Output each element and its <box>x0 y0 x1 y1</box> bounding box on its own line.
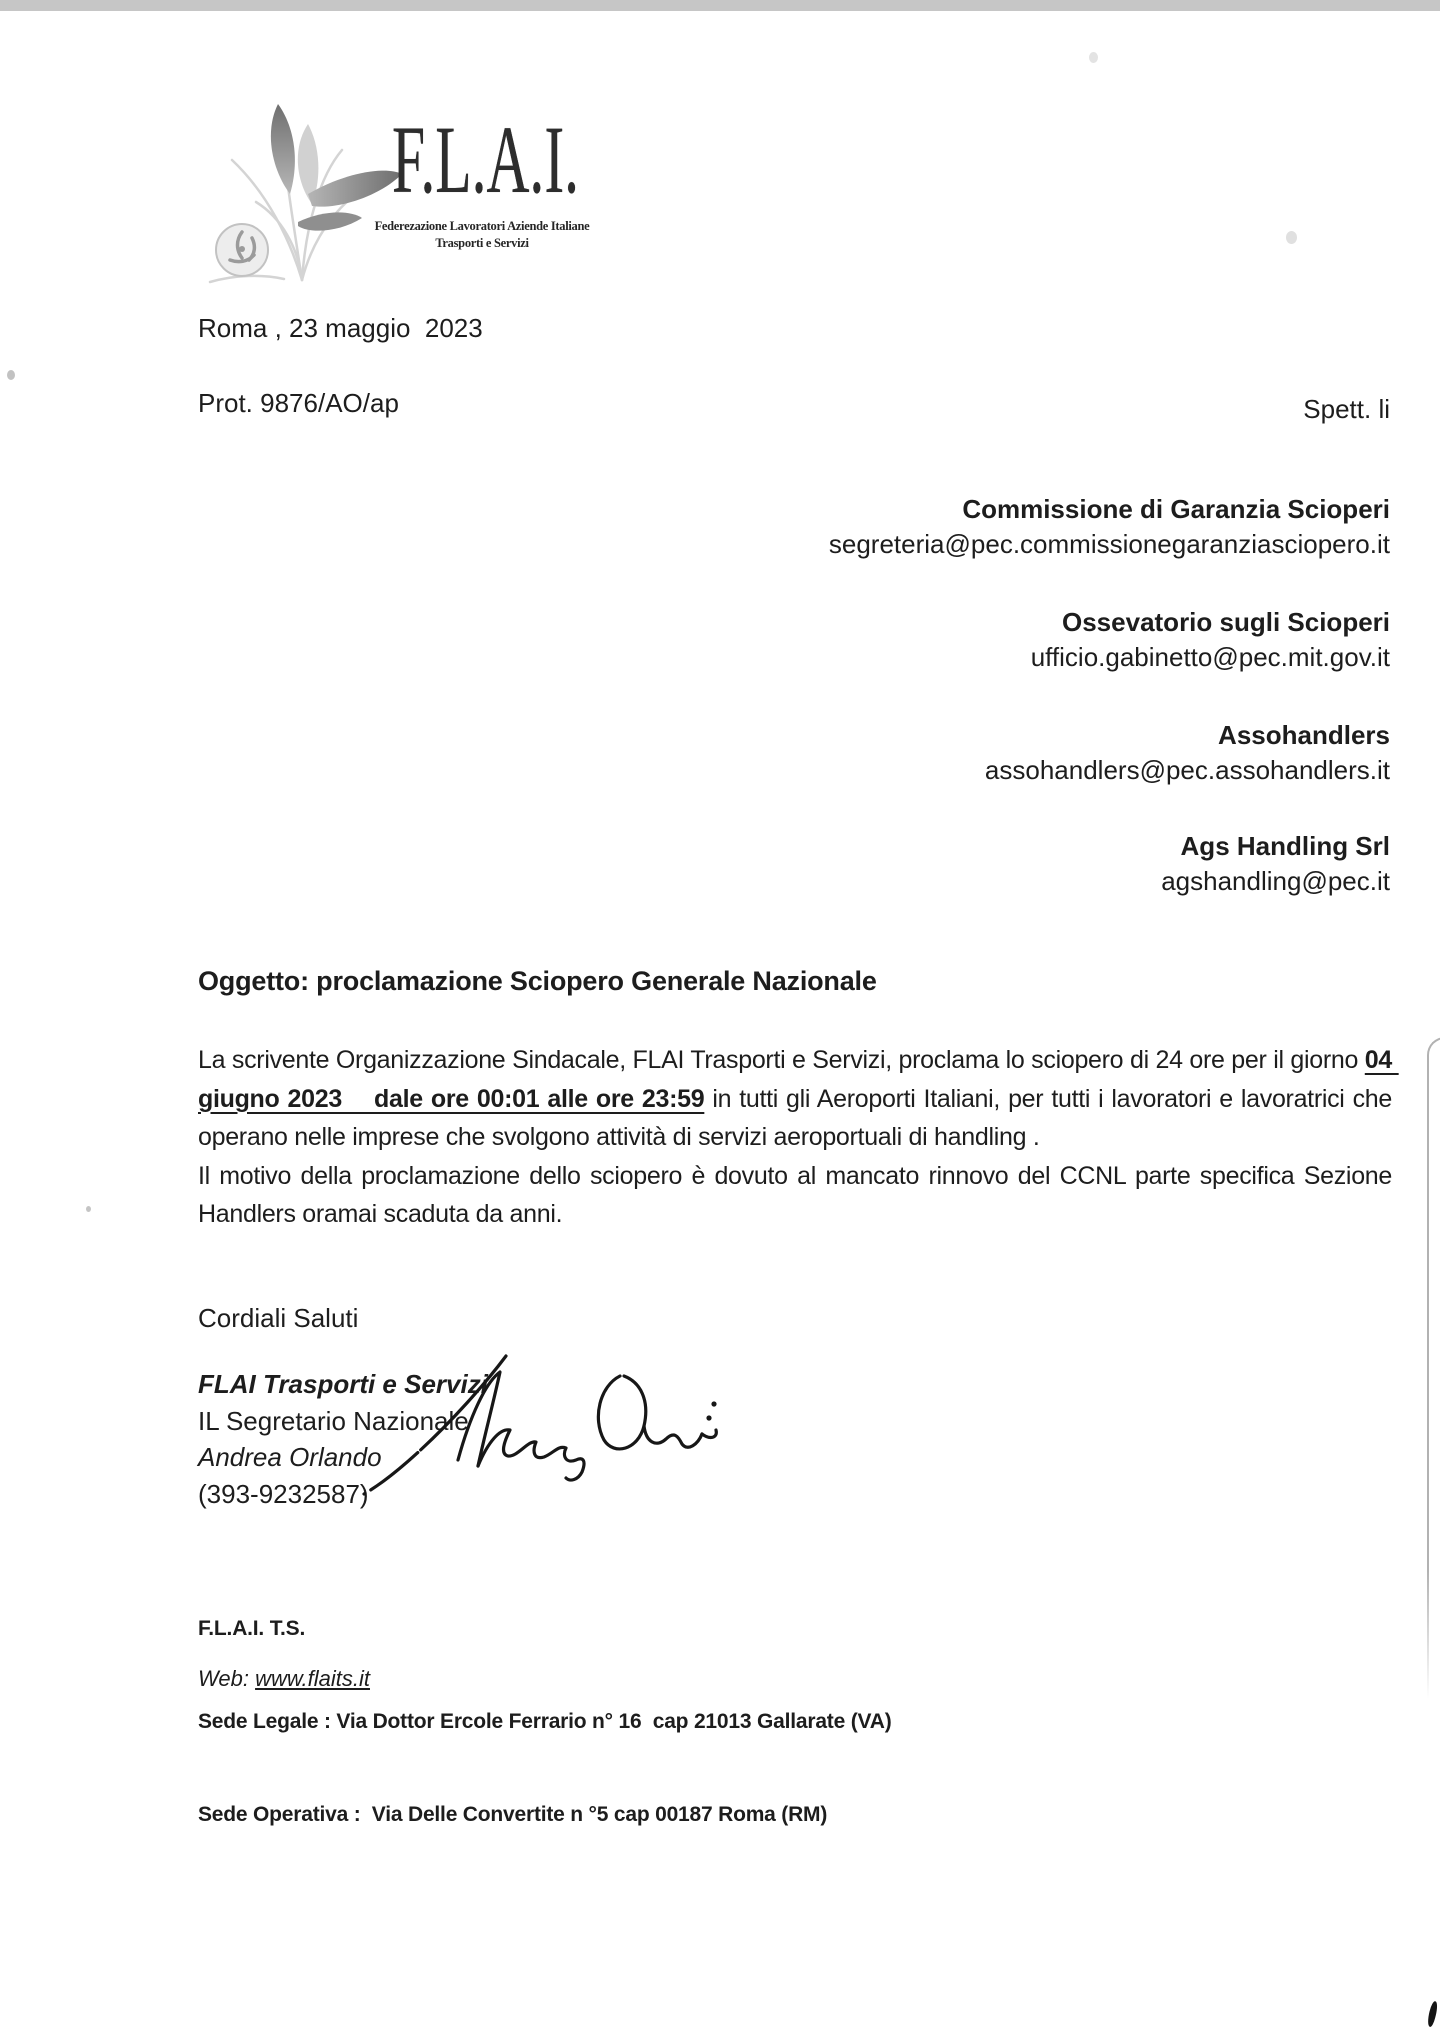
recipient-name: Ags Handling Srl <box>1180 831 1390 861</box>
flai-logo <box>190 98 660 288</box>
flai-logo-subtitle <box>352 218 612 252</box>
closing-salutation: Cordiali Saluti <box>198 1303 359 1333</box>
recipient-block <box>1031 605 1390 675</box>
subject-line: Oggetto: proclamazione Sciopero Generale Nazionale <box>198 966 877 996</box>
scan-speck <box>1089 52 1098 63</box>
protocol-number: Prot. 9876/AO/ap <box>198 388 399 418</box>
salutation: Spett. li <box>1303 394 1390 424</box>
body-paragraph-1 <box>198 1041 1399 1157</box>
web-url: www.flaits.it <box>255 1666 370 1691</box>
strike-date-emphasis: 04 giugno 2023 dale ore 00:01 alle ore 23:59 <box>198 1046 1399 1113</box>
recipient-name: Assohandlers <box>1218 720 1390 750</box>
recipient-block <box>985 718 1390 788</box>
footer-web-line <box>198 1666 370 1692</box>
handwritten-signature <box>358 1342 738 1522</box>
place-and-date: Roma , 23 maggio 2023 <box>198 313 483 343</box>
scan-corner-mark <box>1426 2001 1439 2028</box>
body-paragraph-2: Il motivo della proclamazione dello sciopero è dovuto al mancato rinnovo del CCNL parte specifica Sezione Handlers oramai scaduta da anni. <box>198 1161 1392 1228</box>
recipient-email: ufficio.gabinetto@pec.mit.gov.it <box>1030 642 1390 672</box>
flai-logo-subtitle-line2: Trasporti e Servizi <box>435 236 529 250</box>
recipient-block <box>829 492 1390 562</box>
signature-role: IL Segretario Nazionale <box>198 1405 469 1436</box>
footer-legal-seat: Sede Legale : Via Dottor Ercole Ferrario n° 16 cap 21013 Gallarate (VA) <box>198 1710 892 1733</box>
signature-phone: (393-9232587) <box>198 1478 369 1509</box>
scan-edge-artifact-top <box>0 0 1440 11</box>
recipient-email: segreteria@pec.commissionegaranziasciopero.it <box>828 529 1390 559</box>
scan-artifact-right-rounded-edge <box>1427 1037 1440 1719</box>
flai-logo-subtitle-line1: Federezazione Lavoratori Aziende Italiane <box>374 219 590 233</box>
scan-speck <box>86 1206 91 1212</box>
recipient-name: Commissione di Garanzia Scioperi <box>962 494 1390 524</box>
web-label: Web: <box>198 1666 256 1691</box>
footer-org: F.L.A.I. T.S. <box>198 1617 306 1640</box>
signature-name: Andrea Orlando <box>198 1442 382 1472</box>
scan-speck <box>1286 231 1297 244</box>
footer-operational-seat: Sede Operativa : Via Delle Convertite n °5 cap 00187 Roma (RM) <box>198 1803 828 1826</box>
body-p1-before: La scrivente Organizzazione Sindacale, FLAI Trasporti e Servizi, proclama lo sciopero di 24 ore per il giorno <box>198 1046 1365 1074</box>
recipient-block <box>1161 829 1390 899</box>
recipient-name: Ossevatorio sugli Scioperi <box>1062 607 1390 637</box>
recipient-email: assohandlers@pec.assohandlers.it <box>984 755 1390 785</box>
footer-address-block <box>198 1551 892 1892</box>
letter-body <box>198 1041 1399 1234</box>
body-p1-after: in tutti gli Aeroporti Italiani, per tutti i lavoratori e lavoratrici che operano nelle imprese che svolgono attività di servizi aeroportuali di handling . <box>198 1084 1392 1151</box>
flai-logo-acronym: F.L.A.I. <box>392 106 580 213</box>
scan-speck <box>7 370 15 380</box>
recipient-email: agshandling@pec.it <box>1161 866 1390 896</box>
signature-organization: FLAI Trasporti e Servizi <box>198 1369 488 1399</box>
